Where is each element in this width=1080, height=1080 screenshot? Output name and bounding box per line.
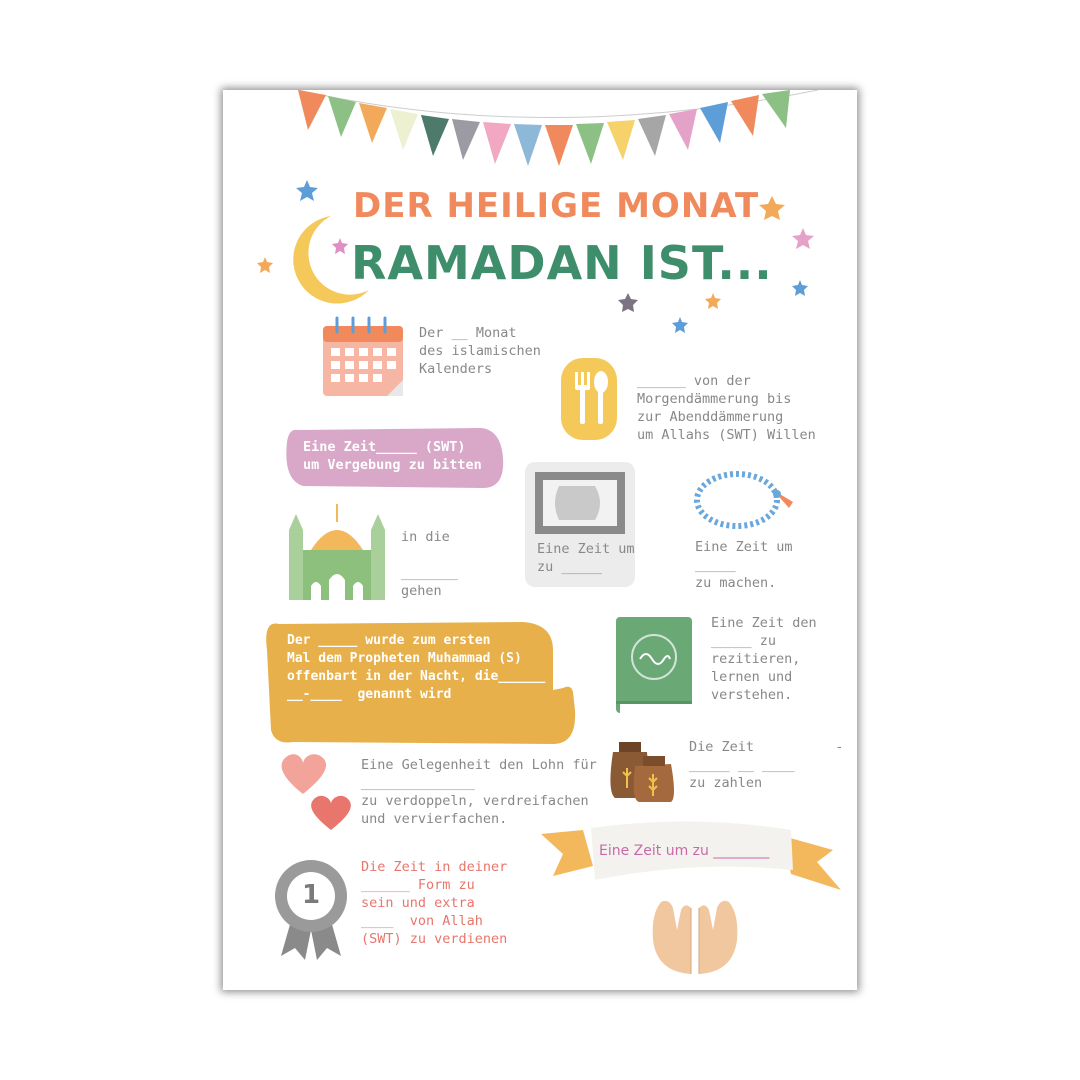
zakat-text: Die Zeit - _____ __ ____ zu zahlen xyxy=(689,739,844,791)
praying-hands-icon xyxy=(653,901,738,974)
bunting-garland xyxy=(298,90,818,166)
award-ribbon-icon xyxy=(275,860,347,960)
mosque-icon xyxy=(289,504,385,600)
hearts-icon xyxy=(282,754,351,830)
calendar-icon xyxy=(323,318,403,396)
best-form-text: Die Zeit in deiner ______ Form zu sein und extra ____ von Allah (SWT) zu verdienen xyxy=(361,859,508,947)
quran-book-icon xyxy=(616,617,692,713)
fasting-text: ______ von der Morgendämmerung bis zur Abenddämmerung um Allahs (SWT) Willen xyxy=(637,373,816,443)
banner-text: Eine Zeit um zu ________ xyxy=(599,843,770,859)
title-line-2: RAMADAN IST... xyxy=(351,236,773,290)
award-number: 1 xyxy=(301,880,321,910)
forgiveness-text: Eine Zeit_____ (SWT) um Vergebung zu bitten xyxy=(303,439,482,473)
revelation-text: Der _____ wurde zum ersten Mal dem Propheten Muhammad (S) offenbart in der Nacht, die______ __-____ genannt wird xyxy=(287,633,546,702)
fork-spoon-icon xyxy=(561,358,617,440)
calendar-text: Der __ Monat des islamischen Kalenders xyxy=(419,325,541,377)
prayer-rug-text: Eine Zeit um zu _____ xyxy=(537,541,635,575)
tasbih-icon xyxy=(697,474,793,526)
tasbih-text: Eine Zeit um _____ zu machen. xyxy=(695,539,793,591)
quran-text: Eine Zeit den _____ zu rezitieren, lernen und verstehen. xyxy=(711,615,817,703)
mosque-text: in die _______ gehen xyxy=(401,529,458,599)
ramadan-poster xyxy=(223,90,857,990)
grain-sacks-icon xyxy=(610,742,674,802)
reward-text: Eine Gelegenheit den Lohn für ______________ zu verdoppeln, verdreifachen und vervierfachen. xyxy=(361,757,597,827)
title-line-1: DER HEILIGE MONAT xyxy=(353,186,760,226)
